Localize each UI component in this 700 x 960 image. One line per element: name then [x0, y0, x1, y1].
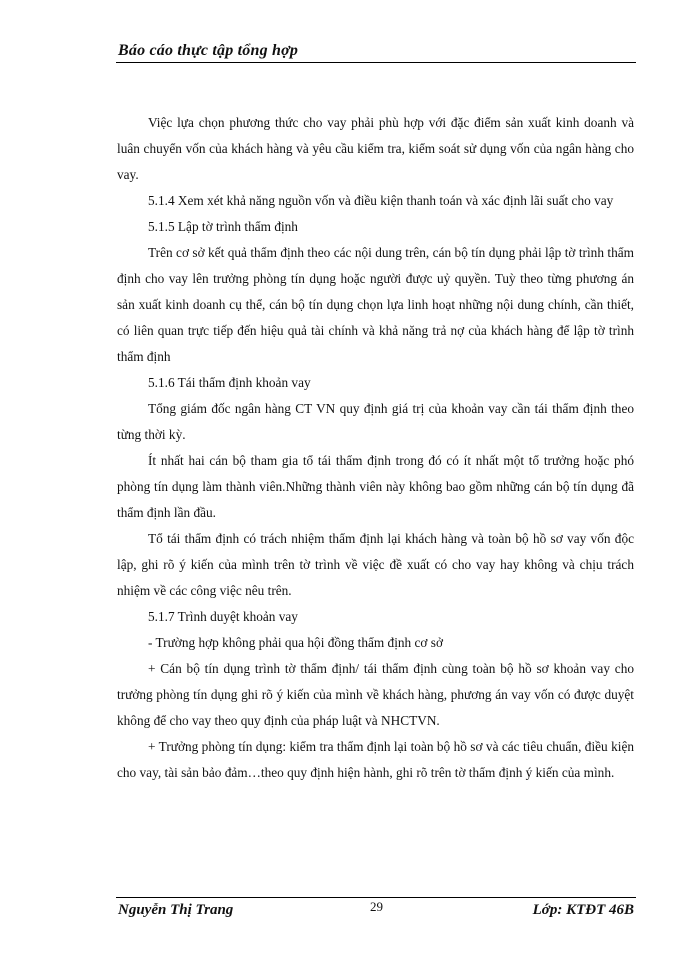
header-divider — [116, 62, 636, 63]
section-heading: 5.1.5 Lập tờ trình thẩm định — [148, 219, 298, 234]
paragraph: Ít nhất hai cán bộ tham gia tổ tái thẩm định trong đó có ít nhất một tổ trưởng hoặc phó phòng tín dụng làm thành viên.Những thành viên này không bao gồm những cán bộ tín dụng đã thẩm định lần đầu. — [117, 453, 634, 520]
paragraph: Trên cơ sở kết quả thẩm định theo các nội dung trên, cán bộ tín dụng phải lập tờ trình thẩm định cho vay lên trưởng phòng tín dụng hoặc người được uỷ quyền. Tuỳ theo từng phương án sản xuất kinh doanh cụ thể, cán bộ tín dụng chọn lựa linh hoạt những nội dung chính, cần thiết, có liên quan trực tiếp đến hiệu quả tài chính và khả năng trả nợ của khách hàng để lập tờ trình thẩm định — [117, 245, 634, 364]
footer-author: Nguyễn Thị Trang — [118, 902, 234, 918]
section-heading: 5.1.7 Trình duyệt khoản vay — [148, 609, 298, 624]
section-heading: 5.1.6 Tái thẩm định khoản vay — [148, 375, 311, 390]
paragraph: Tổng giám đốc ngân hàng CT VN quy định giá trị của khoản vay cần tái thẩm định theo từng thời kỳ. — [117, 401, 634, 442]
paragraph: Việc lựa chọn phương thức cho vay phải phù hợp với đặc điểm sản xuất kinh doanh và luân chuyển vốn của khách hàng và yêu cầu kiểm tra, kiểm soát sử dụng vốn của ngân hàng cho vay. — [117, 115, 634, 182]
paragraph: Tổ tái thẩm định có trách nhiệm thẩm định lại khách hàng và toàn bộ hồ sơ vay vốn độc lập, ghi rõ ý kiến của mình trên tờ trình về việc đề xuất có cho vay hay không và chịu trách nhiệm về các công việc nêu trên. — [117, 531, 634, 598]
paragraph: + Cán bộ tín dụng trình tờ thẩm định/ tái thẩm định cùng toàn bộ hồ sơ khoản vay cho trưởng phòng tín dụng ghi rõ ý kiến của mình về khách hàng, phương án vay vốn có được duyệt không để cho vay theo quy định của pháp luật và NHCTVN. — [117, 661, 634, 728]
paragraph: - Trường hợp không phải qua hội đồng thẩm định cơ sở — [148, 635, 443, 650]
paragraph: + Trưởng phòng tín dụng: kiểm tra thẩm định lại toàn bộ hồ sơ và các tiêu chuẩn, điều kiện cho vay, tài sản bảo đảm…theo quy định hiện hành, ghi rõ trên tờ thẩm định ý kiến của mình. — [117, 739, 634, 780]
footer-divider — [116, 897, 636, 898]
document-body — [117, 110, 634, 786]
section-heading: 5.1.4 Xem xét khả năng nguồn vốn và điều kiện thanh toán và xác định lãi suất cho vay — [148, 193, 614, 208]
footer-class-label: Lớp: KTĐT 46B — [532, 902, 634, 918]
page-number: 29 — [370, 899, 383, 914]
page-header-title: Báo cáo thực tập tổng hợp — [118, 42, 299, 59]
